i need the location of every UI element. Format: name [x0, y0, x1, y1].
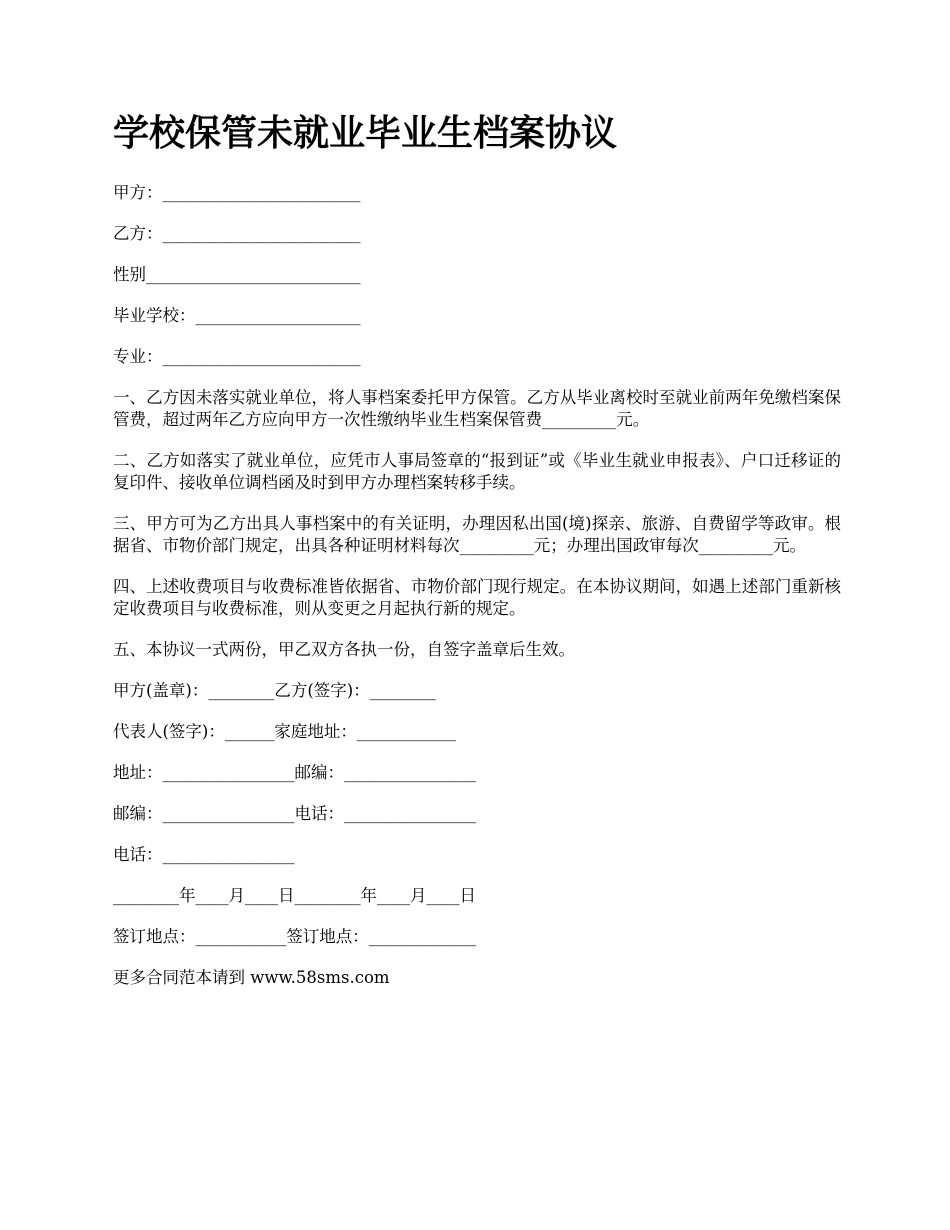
date-line: ________年____月____日________年____月____日 [113, 886, 476, 905]
signing-location-line: 签订地点：___________签订地点：_____________ [113, 927, 476, 946]
address-postcode-line: 地址：________________邮编：________________ [113, 763, 476, 782]
clause-3: 三、甲方可为乙方出具人事档案中的有关证明，办理因私出国(境)探亲、旅游、自费留学等政审。根据省、市物价部门规定，出具各种证明材料每次_________元；办理出国政审每次_________元。 [113, 514, 841, 555]
clause-2: 二、乙方如落实了就业单位，应凭市人事局签章的“报到证”或《毕业生就业申报表》、户口迁移证的复印件、接收单位调档函及时到甲方办理档案转移手续。 [113, 451, 841, 492]
representative-address-line: 代表人(签字)：______家庭地址：____________ [113, 722, 456, 741]
major-field: 专业：________________________ [113, 347, 361, 366]
phone-line: 电话：________________ [113, 845, 295, 864]
footer-link-text: 更多合同范本请到 www.58sms.com [113, 968, 390, 987]
gender-field: 性别__________________________ [113, 265, 361, 284]
clause-1: 一、乙方因未落实就业单位，将人事档案委托甲方保管。乙方从毕业离校时至就业前两年免缴档案保管费，超过两年乙方应向甲方一次性缴纳毕业生档案保管费_________元。 [113, 388, 841, 429]
seal-signature-line: 甲方(盖章)：________乙方(签字)：________ [113, 681, 436, 700]
document-title: 学校保管未就业毕业生档案协议 [113, 113, 618, 154]
clause-4: 四、上述收费项目与收费标准皆依据省、市物价部门现行规定。在本协议期间，如遇上述部门重新核定收费项目与收费标准，则从变更之月起执行新的规定。 [113, 577, 841, 618]
document-page [113, 108, 841, 989]
postcode-phone-line: 邮编：________________电话：________________ [113, 804, 476, 823]
party-a-field: 甲方：________________________ [113, 183, 361, 202]
graduate-school-field: 毕业学校：____________________ [113, 306, 361, 325]
party-b-field: 乙方：________________________ [113, 224, 361, 243]
clause-5: 五、本协议一式两份，甲乙双方各执一份，自签字盖章后生效。 [113, 640, 575, 659]
